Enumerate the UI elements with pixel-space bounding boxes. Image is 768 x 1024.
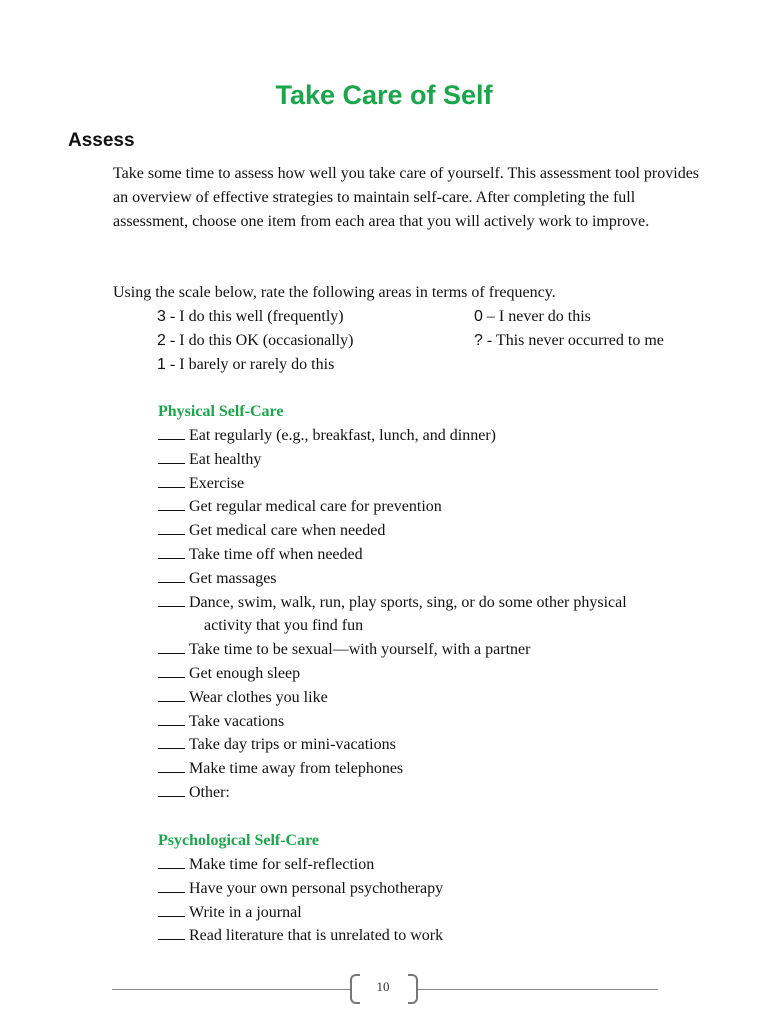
checklist-item <box>158 757 718 781</box>
item-text: Eat healthy <box>189 450 262 468</box>
checklist-item <box>158 567 718 591</box>
item-text: Take time to be sexual—with yourself, with a partner <box>189 641 531 659</box>
intro-paragraph: Take some time to assess how well you take care of yourself. This assessment tool provides an overview of effective strategies to maintain self-care. After completing the full assessment, choose one item from each area that you will actively work to improve. <box>113 165 700 230</box>
rating-blank[interactable] <box>158 449 185 464</box>
scale-instruction: Using the scale below, rate the following areas in terms of frequency. <box>113 284 556 301</box>
scale-item-1 <box>157 353 334 377</box>
rating-blank[interactable] <box>158 854 185 869</box>
item-text: Dance, swim, walk, run, play sports, sing, or do some other physical <box>189 593 627 611</box>
item-text: Get medical care when needed <box>189 522 386 540</box>
rating-blank[interactable] <box>158 663 185 678</box>
item-text: Other: <box>189 783 230 801</box>
scale-number: ? <box>474 332 483 349</box>
rating-blank[interactable] <box>158 758 185 773</box>
item-text: Make time away from telephones <box>189 760 404 778</box>
checklist-item <box>158 924 718 948</box>
page-number: 10 <box>376 979 390 994</box>
right-brace-icon <box>408 974 418 1004</box>
scale-number: 3 <box>157 308 166 325</box>
item-text: Take vacations <box>189 712 285 730</box>
item-text: Get massages <box>189 569 277 587</box>
checklist-item <box>158 853 718 877</box>
checklist-item <box>158 472 718 496</box>
item-text: Write in a journal <box>189 903 302 921</box>
rating-blank[interactable] <box>158 734 185 749</box>
scale-number: 1 <box>157 356 166 373</box>
scale-label: - I do this OK (occasionally) <box>165 332 354 349</box>
checklist-item <box>158 591 718 639</box>
item-text: Have your own personal psychotherapy <box>189 879 444 897</box>
checklist-item <box>158 710 718 734</box>
checklist-item <box>158 495 718 519</box>
scale-label: – I never do this <box>482 308 591 325</box>
scale-label: - I do this well (frequently) <box>165 308 344 325</box>
item-text-continuation: activity that you find fun <box>204 617 364 635</box>
scale-item-0 <box>474 305 591 329</box>
item-text: Eat regularly (e.g., breakfast, lunch, and dinner) <box>189 427 496 444</box>
checklist-item <box>158 662 718 686</box>
checklist-item <box>158 543 718 567</box>
rating-blank[interactable] <box>158 878 185 893</box>
rating-scale <box>157 305 717 377</box>
scale-number: 0 <box>474 308 483 325</box>
checklist-item <box>158 519 718 543</box>
physical-self-care-heading: Physical Self-Care <box>158 403 284 420</box>
checklist-item <box>158 448 718 472</box>
item-text: Wear clothes you like <box>189 688 328 706</box>
page-title: Take Care of Self <box>275 80 493 110</box>
item-text: Get enough sleep <box>189 664 301 682</box>
rating-blank[interactable] <box>158 687 185 702</box>
item-text: Take time off when needed <box>189 545 363 563</box>
footer-rule-right <box>418 989 658 990</box>
psychological-self-care-list <box>158 853 718 948</box>
rating-blank[interactable] <box>158 592 185 607</box>
rating-blank[interactable] <box>158 544 185 559</box>
item-text: Take day trips or mini-vacations <box>189 736 396 754</box>
checklist-item <box>158 686 718 710</box>
rating-blank[interactable] <box>158 473 185 488</box>
section-heading-assess: Assess <box>68 130 135 151</box>
scale-item-3 <box>157 305 344 329</box>
rating-blank[interactable] <box>158 925 185 940</box>
rating-blank[interactable] <box>158 520 185 535</box>
scale-item-unknown <box>474 329 664 353</box>
rating-blank[interactable] <box>158 496 185 511</box>
item-text: Read literature that is unrelated to work <box>189 927 444 945</box>
checklist-item <box>158 901 718 925</box>
physical-self-care-list <box>158 424 718 805</box>
page-footer <box>0 972 768 1008</box>
rating-blank[interactable] <box>158 782 185 797</box>
scale-label: - This never occurred to me <box>482 332 664 349</box>
checklist-item <box>158 781 718 805</box>
checklist-item <box>158 638 718 662</box>
checklist-item <box>158 733 718 757</box>
item-text: Exercise <box>189 474 245 492</box>
footer-rule-left <box>112 989 350 990</box>
scale-label: - I barely or rarely do this <box>165 356 335 373</box>
rating-blank[interactable] <box>158 425 185 440</box>
scale-item-2 <box>157 329 353 353</box>
scale-number: 2 <box>157 332 166 349</box>
psychological-self-care-heading: Psychological Self-Care <box>158 832 320 849</box>
item-text: Make time for self-reflection <box>189 856 375 873</box>
checklist-item <box>158 424 718 448</box>
rating-blank[interactable] <box>158 568 185 583</box>
checklist-item <box>158 877 718 901</box>
rating-blank[interactable] <box>158 902 185 917</box>
item-text: Get regular medical care for prevention <box>189 498 442 516</box>
rating-blank[interactable] <box>158 639 185 654</box>
rating-blank[interactable] <box>158 711 185 726</box>
